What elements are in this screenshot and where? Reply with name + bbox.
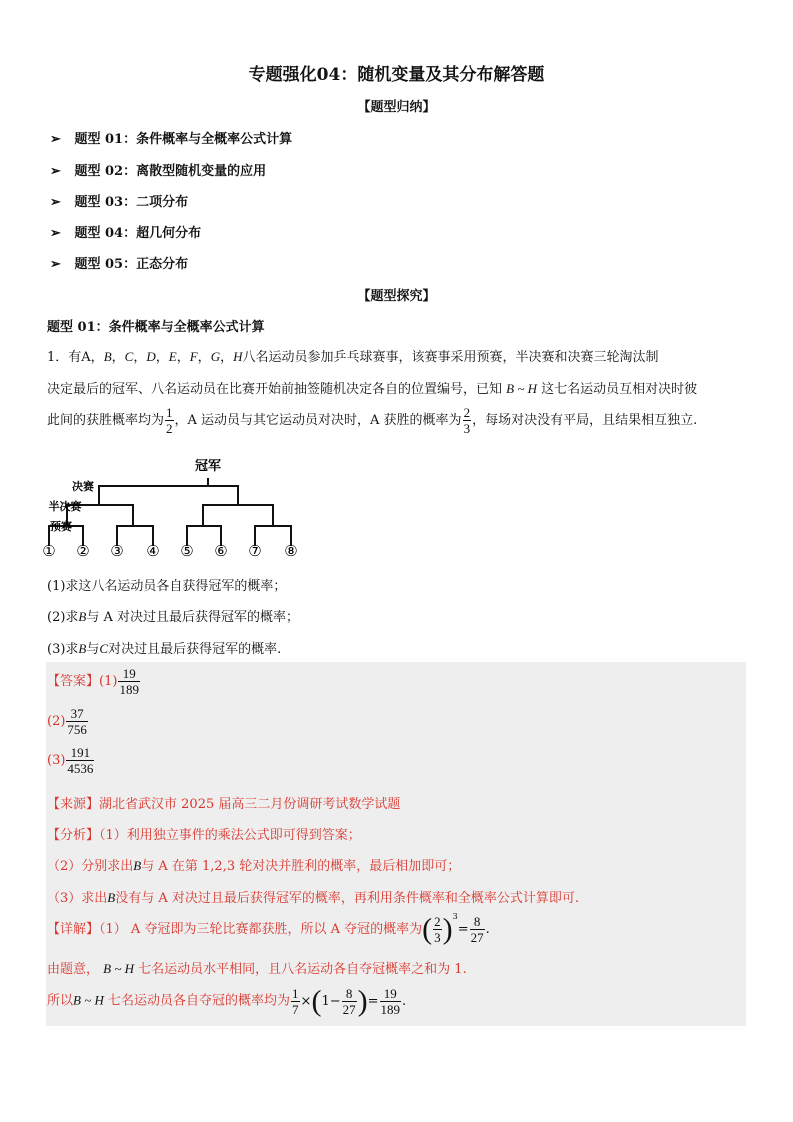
answer-1: 【答案】(1) $\frac{19}{189}$ bbox=[47, 666, 139, 697]
type-item bbox=[50, 191, 188, 210]
type-item bbox=[50, 253, 188, 272]
problem-line-2: 决定最后的冠军、八名运动员在比赛开始前抽签随机决定各自的位置编号，已知 B ~ H 这七名运动员互相对决时彼 bbox=[47, 381, 698, 397]
prelim-label: 预赛 bbox=[50, 520, 72, 533]
type-label: 题型 01：条件概率与全概率公式计算 bbox=[74, 132, 293, 147]
arrow-bullet-icon: ➢ bbox=[50, 132, 61, 147]
analysis-line-2: （2）分别求出B与 A 在第 1,2,3 轮对决并胜利的概率，最后相加即可； bbox=[47, 858, 461, 874]
section-heading: 题型 01：条件概率与全概率公式计算 bbox=[47, 320, 265, 335]
arrow-bullet-icon: ➢ bbox=[50, 257, 61, 272]
summary-heading: 【题型归纳】 bbox=[357, 100, 436, 115]
position-5: ⑤ bbox=[180, 542, 194, 560]
tournament-bracket-diagram bbox=[42, 450, 355, 570]
type-label: 题型 04：超几何分布 bbox=[74, 226, 202, 241]
position-7: ⑦ bbox=[248, 542, 262, 560]
page-title: 专题强化04：随机变量及其分布解答题 bbox=[248, 65, 545, 85]
answer-2: (2) $\frac{37}{756}$ bbox=[47, 706, 87, 737]
type-item bbox=[50, 128, 292, 147]
arrow-bullet-icon: ➢ bbox=[50, 226, 61, 241]
analysis-line-1: 【分析】（1）利用独立事件的乘法公式即可得到答案； bbox=[47, 828, 361, 843]
type-label: 题型 03：二项分布 bbox=[74, 195, 189, 210]
answer-3: (3) $\frac{191}{4536}$ bbox=[47, 745, 94, 776]
type-label: 题型 05：正态分布 bbox=[74, 257, 189, 272]
detail-line-1: 【详解】（1） A 夺冠即为三轮比赛都获胜，所以 A 夺冠的概率为( $\frac{2}{3}$ )$^3$= $\frac{8}{27}$ . bbox=[47, 912, 490, 946]
position-4: ④ bbox=[146, 542, 160, 560]
position-3: ③ bbox=[110, 542, 124, 560]
question-2: (2)求B与 A 对决过且最后获得冠军的概率； bbox=[47, 609, 300, 625]
analysis-line-3: （3）求出B没有与 A 对决过且最后获得冠军的概率，再利用条件概率和全概率公式计算即可. bbox=[47, 890, 580, 906]
arrow-bullet-icon: ➢ bbox=[50, 164, 61, 179]
type-item bbox=[50, 160, 266, 179]
final-label: 决赛 bbox=[72, 480, 94, 493]
position-2: ② bbox=[76, 542, 90, 560]
champion-label: 冠军 bbox=[194, 459, 222, 474]
problem-line-3: 此间的获胜概率均为 $\frac{1}{2}$ ，A 运动员与其它运动员对决时，A 获胜的概率为 $\frac{2}{3}$ ，每场对决没有平局，且结果相互独立. bbox=[47, 405, 698, 436]
question-3: (3)求B与C对决过且最后获得冠军的概率. bbox=[47, 641, 282, 657]
question-1: (1)求这八名运动员各自获得冠军的概率； bbox=[47, 579, 287, 594]
problem-line-1: 1．有A，B，C，D，E，F，G，H八名运动员参加乒乓球赛事，该赛事采用预赛，半决赛和决赛三轮淘汰制 bbox=[47, 349, 659, 365]
type-label: 题型 02：离散型随机变量的应用 bbox=[74, 164, 267, 179]
position-1: ① bbox=[42, 542, 56, 560]
semifinal-label: 半决赛 bbox=[48, 500, 82, 513]
type-item bbox=[50, 222, 201, 241]
explore-heading: 【题型探究】 bbox=[357, 289, 436, 304]
position-8: ⑧ bbox=[284, 542, 298, 560]
source-line: 【来源】湖北省武汉市 2025 届高三二月份调研考试数学试题 bbox=[47, 797, 401, 812]
detail-line-2: 由题意， B ~ H 七名运动员水平相同，且八名运动各自夺冠概率之和为 1. bbox=[47, 961, 467, 977]
arrow-bullet-icon: ➢ bbox=[50, 195, 61, 210]
position-6: ⑥ bbox=[214, 542, 228, 560]
detail-line-3: 所以B ~ H 七名运动员各自夺冠的概率均为 $\frac{1}{7}$ ×(1− $\frac{8}{27}$ )= $\frac{19}{189}$ . bbox=[47, 984, 407, 1017]
